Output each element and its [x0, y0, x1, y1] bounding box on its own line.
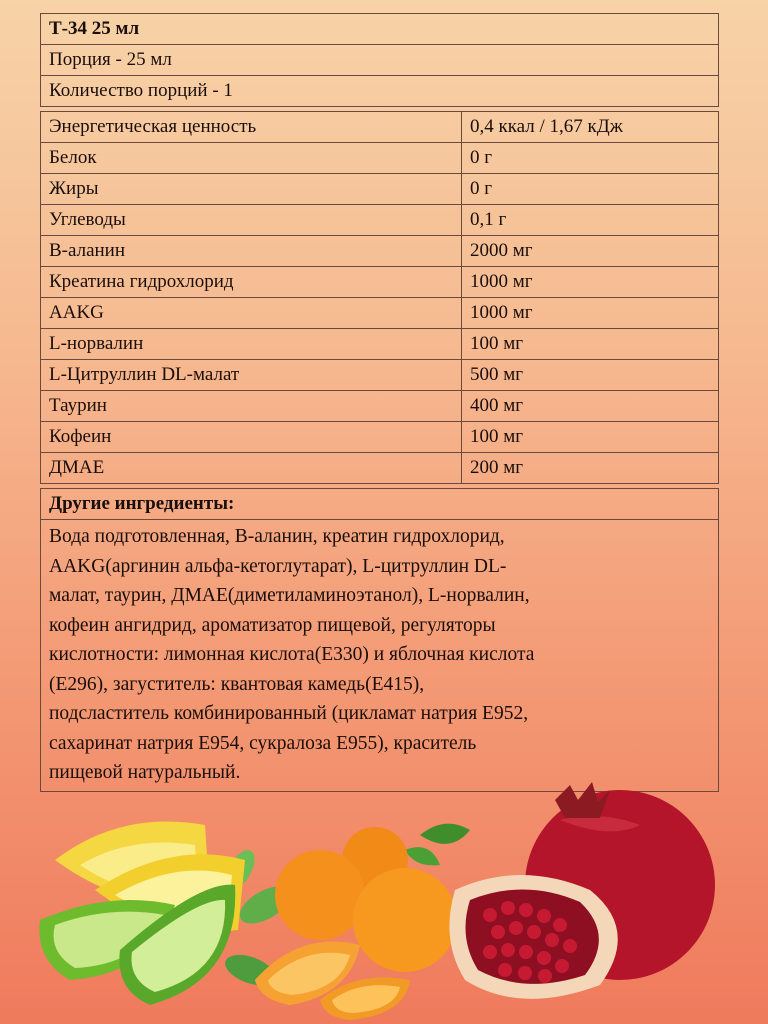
nutrient-value: 100 мг — [470, 426, 524, 447]
table-row — [41, 142, 718, 173]
nutrient-name: Креатина гидрохлорид — [41, 267, 462, 297]
nutrient-name: Энергетическая ценность — [41, 112, 462, 142]
nutrient-value: 0,1 г — [470, 209, 507, 230]
table-row — [41, 204, 718, 235]
lime-icon — [39, 885, 235, 1005]
table-row — [41, 173, 718, 204]
pomegranate-icon — [449, 782, 715, 999]
ingredients-line: (Е296), загуститель: квантовая камедь(Е415), — [49, 673, 425, 695]
nutrient-value: 0,4 ккал / 1,67 кДж — [470, 116, 623, 137]
table-row — [41, 452, 718, 483]
product-title: Т-34 25 мл — [49, 18, 140, 39]
servings-row — [41, 75, 718, 106]
ingredients-line: кофеин ангидрид, ароматизатор пищевой, регуляторы — [49, 614, 496, 636]
servings-text: Количество порций - 1 — [49, 80, 233, 101]
table-row — [41, 359, 718, 390]
ingredients-block — [40, 488, 719, 792]
header-block — [40, 13, 719, 107]
nutrient-name: Белок — [41, 143, 462, 173]
table-row — [41, 328, 718, 359]
title-row — [41, 14, 718, 44]
orange-icon — [255, 824, 470, 1020]
ingredients-line: кислотности: лимонная кислота(Е330) и яблочная кислота — [49, 644, 535, 665]
portion-row — [41, 44, 718, 75]
nutrient-name: В-аланин — [41, 236, 462, 266]
nutrient-name: Кофеин — [41, 422, 462, 452]
nutrient-name: Таурин — [41, 391, 462, 421]
ingredients-text — [41, 520, 718, 791]
nutrient-value: 0 г — [470, 147, 493, 168]
nutrient-value: 0 г — [470, 178, 493, 199]
ingredients-title: Другие ингредиенты: — [41, 489, 718, 520]
nutrition-table — [40, 111, 719, 484]
nutrient-name: ДМАЕ — [41, 453, 462, 483]
table-row — [41, 390, 718, 421]
portion-text: Порция - 25 мл — [49, 49, 172, 70]
nutrient-value: 200 мг — [470, 457, 524, 478]
nutrient-value: 400 мг — [470, 395, 524, 416]
nutrient-value: 500 мг — [470, 364, 524, 385]
fruit-illustration — [0, 780, 768, 1024]
nutrient-name: AAKG — [41, 298, 462, 328]
ingredients-line: сахаринат натрия Е954, сукралоза Е955), краситель — [49, 732, 477, 754]
nutrient-value: 1000 мг — [470, 302, 533, 323]
nutrient-name: L-норвалин — [41, 329, 462, 359]
table-row — [41, 112, 718, 142]
ingredients-line: малат, таурин, ДМАЕ(диметиламиноэтанол), L-норвалин, — [49, 585, 530, 606]
nutrient-value: 100 мг — [470, 333, 524, 354]
table-row — [41, 297, 718, 328]
nutrition-label — [40, 13, 719, 796]
ingredients-line: AAKG(аргинин альфа-кетоглутарат), L-цитруллин DL- — [49, 555, 507, 577]
nutrient-name: Жиры — [41, 174, 462, 204]
nutrient-name: Углеводы — [41, 205, 462, 235]
ingredients-line: подсластитель комбинированный (цикламат натрия Е952, — [49, 703, 529, 724]
table-row — [41, 235, 718, 266]
nutrient-value: 1000 мг — [470, 271, 533, 292]
nutrient-value: 2000 мг — [470, 240, 533, 261]
nutrient-name: L-Цитруллин DL-малат — [41, 360, 462, 390]
ingredients-line: пищевой натуральный. — [49, 762, 241, 783]
table-row — [41, 421, 718, 452]
table-row — [41, 266, 718, 297]
ingredients-line: Вода подготовленная, В-аланин, креатин гидрохлорид, — [49, 526, 505, 547]
